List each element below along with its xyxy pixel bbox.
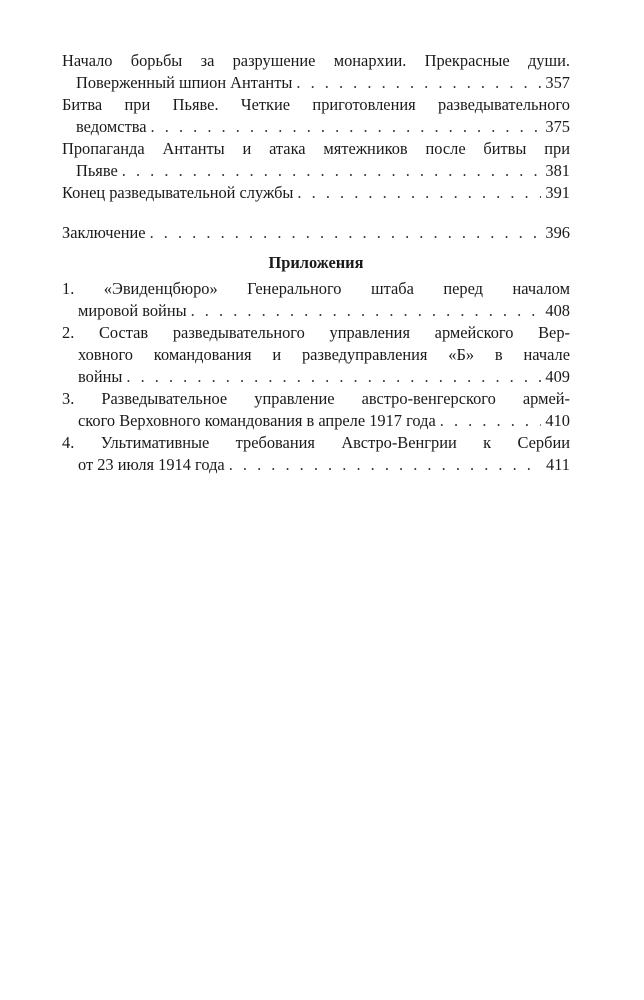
toc-entry-last-line bbox=[62, 182, 570, 204]
dot-leader bbox=[151, 116, 542, 138]
dot-leader bbox=[191, 300, 542, 322]
page-number: 375 bbox=[545, 117, 570, 136]
page-number: 381 bbox=[545, 161, 570, 180]
appendix-entry[interactable] bbox=[62, 388, 570, 432]
toc-entry-text: ведомства bbox=[76, 117, 147, 136]
toc-entry-last-line bbox=[62, 410, 570, 432]
toc-entry-text: 4. Ультимативные требования Австро-Венгрии к Сербии bbox=[62, 433, 570, 452]
toc-entry-text: Заключение bbox=[62, 223, 146, 242]
appendix-entry[interactable] bbox=[62, 278, 570, 322]
toc-entry-text: Поверженный шпион Антанты bbox=[76, 73, 293, 92]
toc-entry-last-line bbox=[62, 454, 570, 476]
dot-leader bbox=[122, 160, 542, 182]
toc-entry[interactable] bbox=[62, 138, 570, 182]
toc-entry-last-line bbox=[62, 366, 570, 388]
section-spacer bbox=[62, 204, 570, 222]
table-of-contents bbox=[62, 50, 570, 476]
dot-leader bbox=[440, 410, 542, 432]
toc-entry-text: мировой войны bbox=[78, 301, 187, 320]
toc-entry-last-line bbox=[62, 222, 570, 244]
page-number: 396 bbox=[545, 223, 570, 242]
toc-entry-last-line bbox=[62, 300, 570, 322]
toc-entry-last-line bbox=[62, 116, 570, 138]
page-number: 409 bbox=[545, 367, 570, 386]
toc-entry[interactable] bbox=[62, 94, 570, 138]
toc-entry-text: Конец разведывательной службы bbox=[62, 183, 294, 202]
toc-entry-text: войны bbox=[78, 367, 123, 386]
dot-leader bbox=[296, 72, 541, 94]
toc-entry-text: ского Верховного командования в апреле 1917 года bbox=[78, 411, 436, 430]
page-number: 391 bbox=[545, 183, 570, 202]
dot-leader bbox=[126, 366, 541, 388]
toc-entry[interactable] bbox=[62, 182, 570, 204]
toc-entry-text: 2. Состав разведывательного управления армейского Вер- bbox=[62, 323, 570, 342]
dot-leader bbox=[150, 222, 542, 244]
dot-leader bbox=[229, 454, 542, 476]
dot-leader bbox=[297, 182, 541, 204]
toc-entry-text: Пропаганда Антанты и атака мятежников после битвы при bbox=[62, 139, 570, 158]
toc-entry-text: ховного командования и разведуправления «Б» в начале bbox=[78, 345, 570, 364]
page-number: 408 bbox=[545, 301, 570, 320]
appendix-entry[interactable] bbox=[62, 432, 570, 476]
toc-entry-last-line bbox=[62, 72, 570, 94]
toc-entry-conclusion[interactable] bbox=[62, 222, 570, 244]
toc-entry-text: Пьяве bbox=[76, 161, 118, 180]
toc-entry-text: от 23 июля 1914 года bbox=[78, 455, 225, 474]
appendix-heading: Приложения bbox=[268, 253, 364, 272]
appendix-entry[interactable] bbox=[62, 322, 570, 388]
toc-entry-last-line bbox=[62, 160, 570, 182]
page-number: 411 bbox=[546, 455, 570, 474]
toc-entry[interactable] bbox=[62, 50, 570, 94]
page-number: 357 bbox=[545, 73, 570, 92]
toc-entry-text: Битва при Пьяве. Четкие приготовления разведывательного bbox=[62, 95, 570, 114]
toc-entry-text: 1. «Эвиденцбюро» Генерального штаба перед началом bbox=[62, 279, 570, 298]
toc-entry-text: Начало борьбы за разрушение монархии. Прекрасные души. bbox=[62, 51, 570, 70]
toc-entry-text: 3. Разведывательное управление австро-венгерского армей- bbox=[62, 389, 570, 408]
page-number: 410 bbox=[545, 411, 570, 430]
